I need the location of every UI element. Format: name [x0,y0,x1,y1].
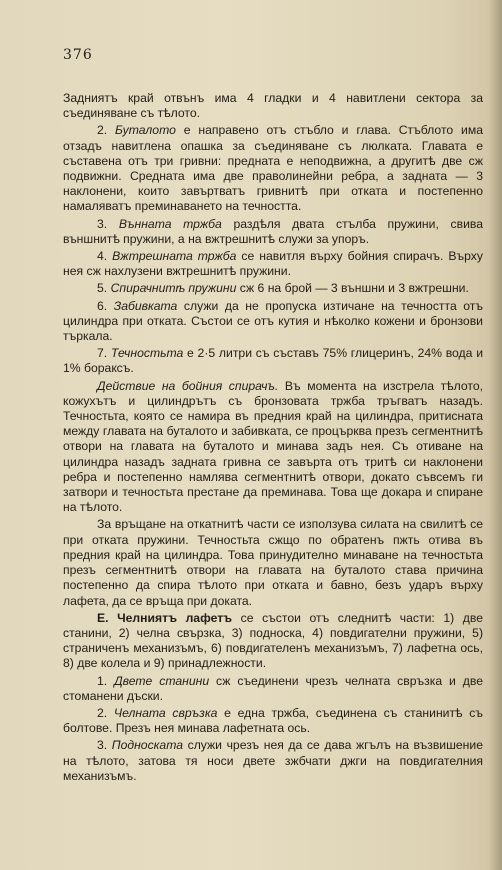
paragraph [63,517,483,608]
paragraph-body: е 2·5 литри съ съставъ 75% глицеринъ, 24% вода и 1% боракcъ. [63,346,483,376]
item-term: Двете станини [114,673,210,688]
item-number: 3. [97,738,112,753]
paragraph [63,217,483,247]
item-term: Спирачнитѣ пружини [110,281,237,296]
paragraph [63,674,483,704]
paragraph-body: служи чрезъ нея да се дава жгълъ на възвишение на тѣлото, затова тя носи двете зжбчати джги на повдигателния механизъмъ. [63,738,483,783]
paragraph-body: За връщане на откатнитѣ части се използува силата на свилитѣ се при отката пружини. Течностьта сжщо по обратенъ пжть отива въ предния край на цилиндра. Това принудително минаване на течностьта презъ сегментнитѣ отвори на главата на буталото става причина постепенно да спира тѣлото при отката и бавно, безъ ударъ върху лафета, да се връща при доката. [63,517,483,608]
paragraph-body: сж съединени чрезъ челната свръзка и две стоманени дъски. [63,673,483,703]
item-term: Челната свръзка [113,705,218,720]
paragraph [63,346,483,376]
paragraph [63,91,483,121]
paragraph [63,281,483,296]
item-term: Течностьта [110,346,184,361]
item-term: Вънната тржба [118,216,222,231]
paragraph-body: Задниятъ край отвънъ има 4 гладки и 4 навитлени сектора за съединяване съ тѣлото. [63,91,483,121]
paragraph [63,379,483,516]
item-term: Буталото [115,123,176,138]
item-term: Подноската [111,738,184,753]
paragraph-body: се състои отъ следнитѣ части: 1) две станини, 2) челна свързка, 3) подноска, 4) повдигателни пружини, 5) страниченъ механизъмъ, 6) повдигателенъ механизъмъ, 7) лафетна ось, 8) две колела и 9) принадлежности. [63,610,483,671]
paragraph [63,611,483,672]
page-edge-shadow [488,0,502,870]
body-text [63,91,483,784]
paragraph-body: Въ момента на изстрела тѣлото, кожухътъ и цилиндрътъ съ бронзовата тржба тръгватъ назадъ. Течностьта, която се намира въ предния край на цилиндра, притисната между главата на буталото и забивката, се процърква презъ сегментнитѣ отвори на главата на буталото и минава задъ нея. Съ отиване на цилиндра назадъ задната гривна се завърта отъ тритѣ си наклонени ребра и постепенно намлява сегментнитѣ отвори, докато съвсемъ ги затвори и течностьта престане да преминава. Това ще докара и спиране на тѣлото. [63,378,483,515]
item-number: 2. [97,705,114,720]
paragraph-body: служи да не пропуска изтичане на течността отъ цилиндра при отката. Състои се отъ кутия и нѣколко кожени и бронзови търкала. [63,298,483,344]
item-number: 1. [97,673,115,688]
paragraph-body: раздѣля двата стълба пружини, свива външнитѣ пружини, а на вжтрешнитѣ служи за упоръ. [63,216,483,246]
item-number: 6. [97,298,114,313]
item-number: 3. [97,216,119,231]
paragraph [63,299,483,345]
page-number: 376 [63,47,93,63]
paragraph [63,249,483,279]
paragraph-body: сж 6 на брой — 3 външни и 3 вжтрешни. [236,281,469,296]
item-term: Забивката [113,298,178,313]
item-number: 5. [97,281,111,296]
paragraph-body: е една тржба, съединена съ станинитѣ съ болтове. Презъ нея минава лафетната ось. [63,705,483,736]
section-heading: Е. Челниятъ лафетъ [97,610,233,625]
item-number: 4. [97,249,113,264]
paragraph [63,738,483,784]
item-term: Вжтрешната тржба [112,249,237,264]
section-heading: Действие на бойния спирачъ. [97,378,279,393]
item-number: 2. [97,123,116,138]
paragraph-body: се навитля върху бойния спирачъ. Върху нея сж нахлузени вжтрешнитѣ пружини. [63,249,483,279]
paragraph-body: е направено отъ стъбло и глава. Стъблото има отзадъ навитлена опашка за съединяване съ люлката. Главата е съставена отъ три гривни: предната е неподвижна, а другитѣ две сж подвижни. Средната има две праволинейни ребра, а задната — 3 наклонени, които завъртватъ гривнитѣ при отката и постепенно намаляватъ преминаването на течността. [63,123,483,214]
paragraph [63,706,483,736]
paragraph [63,123,483,214]
item-number: 7. [97,346,111,361]
